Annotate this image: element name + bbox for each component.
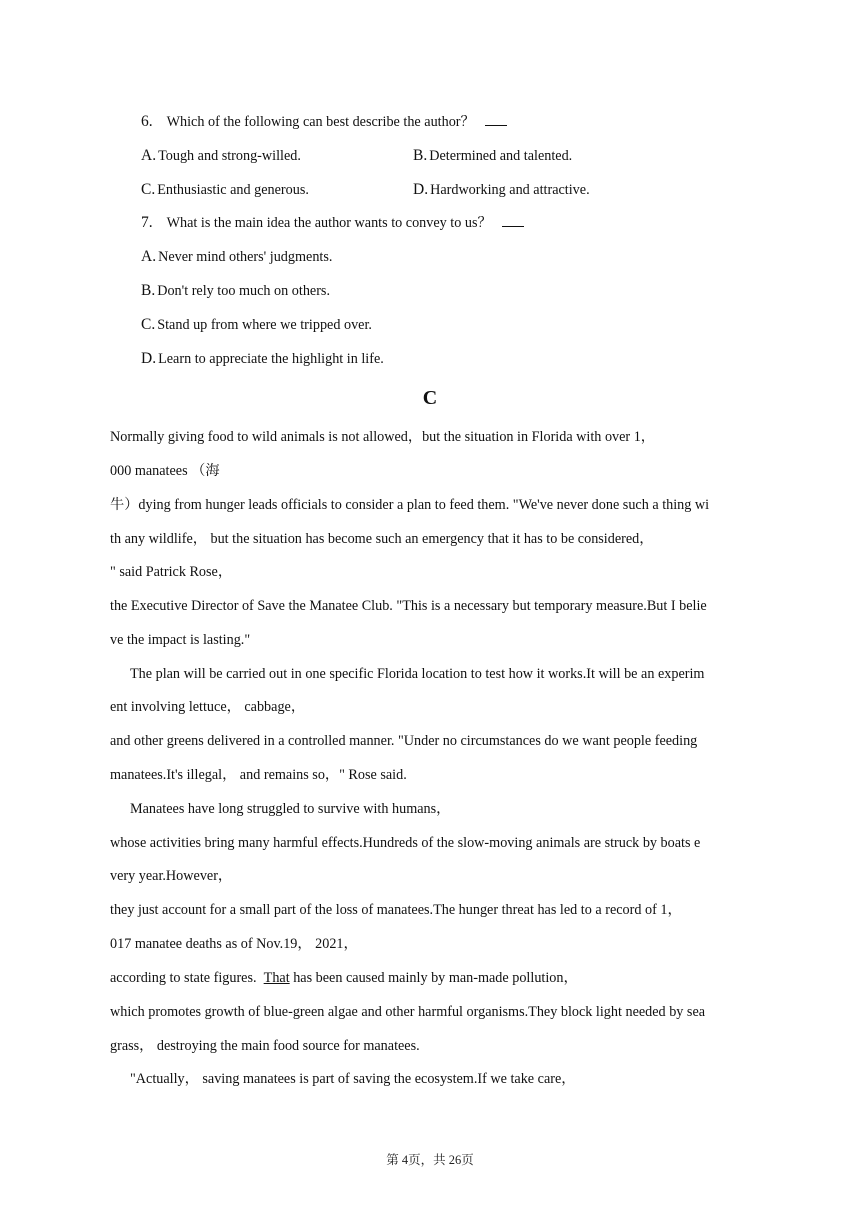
option-text: Don't rely too much on others. xyxy=(157,283,330,299)
passage-line: ve the impact is lasting." xyxy=(110,632,251,648)
passage-line: Normally giving food to wild animals is not allowed，but the situation in Florida with over 1， xyxy=(110,429,655,445)
option-text: Never mind others' judgments. xyxy=(158,249,333,265)
question-7 xyxy=(141,214,524,232)
option-letter: A. xyxy=(141,147,157,164)
option-b[interactable] xyxy=(413,147,572,165)
passage-line: " said Patrick Rose， xyxy=(110,564,233,580)
passage-line: which promotes growth of blue-green algae and other harmful organisms.They block light needed by sea xyxy=(110,1004,706,1020)
page-footer: 第 4页，共 26页 xyxy=(386,1153,474,1167)
option-row xyxy=(141,147,301,165)
option-letter: D. xyxy=(413,181,429,198)
question-text: Which of the following can best describe the author？ xyxy=(166,114,475,130)
passage-line: very year.However， xyxy=(110,868,233,884)
passage-line: 000 manatees （海 xyxy=(110,463,220,479)
question-text: What is the main idea the author wants to convey to us？ xyxy=(166,215,492,231)
option-letter: A. xyxy=(141,248,157,265)
passage-line: whose activities bring many harmful effects.Hundreds of the slow-moving animals are struck by boats e xyxy=(110,835,701,851)
option-a[interactable] xyxy=(141,148,301,164)
option-letter: C. xyxy=(141,316,156,333)
passage-line: and other greens delivered in a controlled manner. "Under no circumstances do we want people feeding xyxy=(110,733,698,749)
answer-blank[interactable] xyxy=(502,214,524,227)
answer-blank[interactable] xyxy=(485,113,507,126)
passage-line: 牛）dying from hunger leads officials to consider a plan to feed them. "We've never done such a thing wi xyxy=(110,497,710,513)
passage-line: "Actually， saving manatees is part of saving the ecosystem.If we take care， xyxy=(130,1071,576,1087)
passage-line: the Executive Director of Save the Manatee Club. "This is a necessary but temporary measure.But I belie xyxy=(110,598,707,614)
option-text: Determined and talented. xyxy=(429,148,573,164)
option-letter: D. xyxy=(141,350,157,367)
option-letter: C. xyxy=(141,181,156,198)
option-d[interactable] xyxy=(141,350,384,368)
option-a[interactable] xyxy=(141,248,332,266)
option-c[interactable] xyxy=(141,181,309,199)
passage-text: has been caused mainly by man-made pollution， xyxy=(289,970,578,986)
passage-line xyxy=(110,969,578,987)
passage-line: manatees.It's illegal， and remains so，" Rose said. xyxy=(110,767,407,783)
passage-line: th any wildlife， but the situation has become such an emergency that it has to be considered， xyxy=(110,531,654,547)
underlined-word: That xyxy=(263,970,290,986)
question-number: 6. xyxy=(141,113,153,130)
passage-text: according to state figures. xyxy=(110,970,257,986)
passage-line: Manatees have long struggled to survive with humans， xyxy=(130,801,451,817)
option-text: Stand up from where we tripped over. xyxy=(157,317,372,333)
option-text: Hardworking and attractive. xyxy=(430,182,590,198)
passage-line: they just account for a small part of the loss of manatees.The hunger threat has led to a record of 1， xyxy=(110,902,682,918)
question-6 xyxy=(141,113,507,131)
passage-line: grass， destroying the main food source for manatees. xyxy=(110,1038,420,1054)
option-b[interactable] xyxy=(141,282,330,300)
question-number: 7. xyxy=(141,214,153,231)
passage-line: ent involving lettuce， cabbage， xyxy=(110,699,306,715)
option-d[interactable] xyxy=(413,181,590,199)
option-c[interactable] xyxy=(141,316,372,334)
option-text: Learn to appreciate the highlight in life. xyxy=(158,351,384,367)
passage-line: 017 manatee deaths as of Nov.19， 2021， xyxy=(110,936,358,952)
option-letter: B. xyxy=(141,282,156,299)
option-text: Tough and strong-willed. xyxy=(158,148,301,164)
option-text: Enthusiastic and generous. xyxy=(157,182,309,198)
option-letter: B. xyxy=(413,147,428,164)
passage-line: The plan will be carried out in one specific Florida location to test how it works.It will be an experim xyxy=(130,666,705,682)
section-heading: C xyxy=(422,387,438,409)
